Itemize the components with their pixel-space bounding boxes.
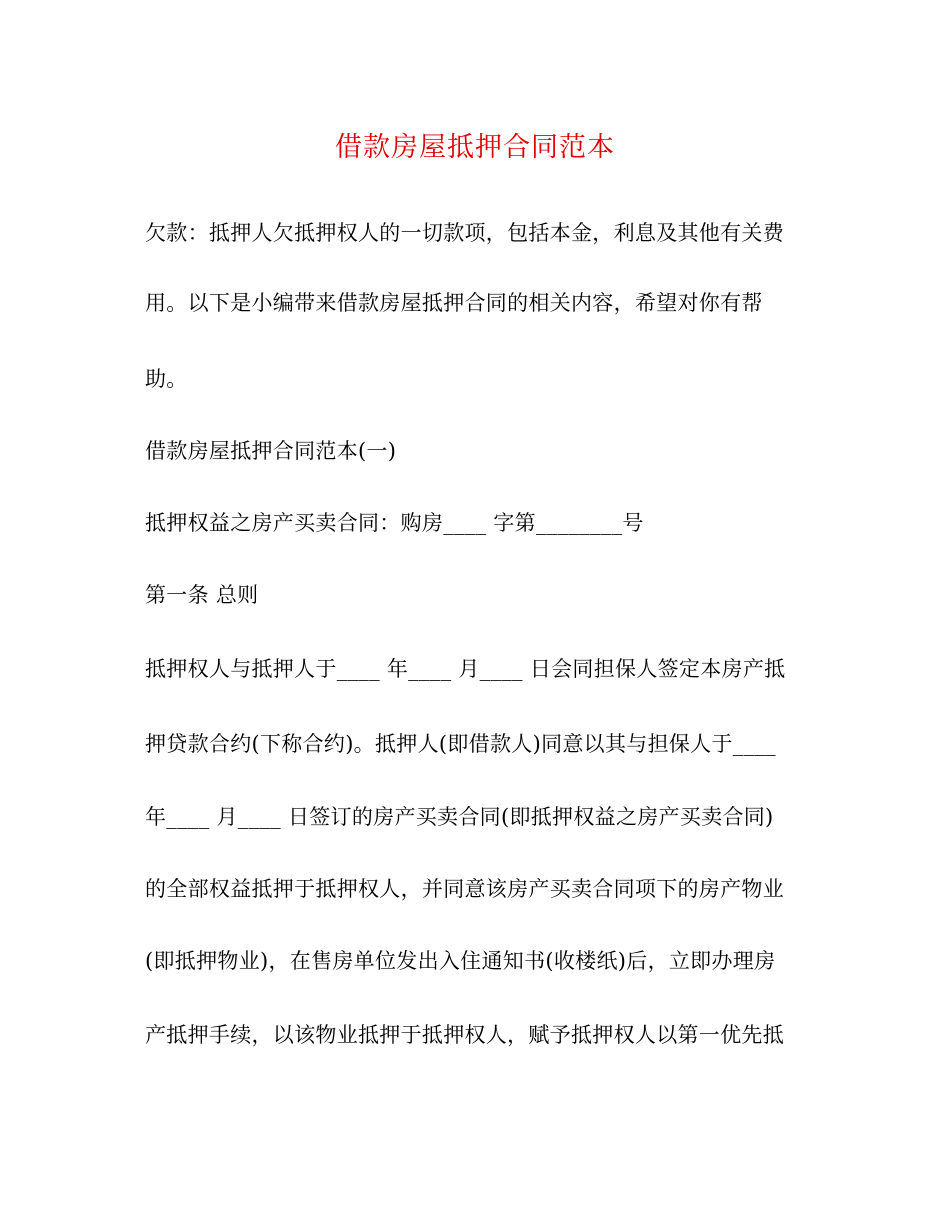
body-line: (即抵押物业)，在售房单位发出入住通知书(收楼纸)后，立即办理房 (145, 949, 776, 973)
body-line: 产抵押手续，以该物业抵押于抵押权人，赋予抵押权人以第一优先抵 (145, 1023, 784, 1047)
article-heading: 第一条 总则 (145, 583, 259, 607)
section-heading: 借款房屋抵押合同范本(一) (145, 439, 397, 463)
body-line: 的全部权益抵押于抵押权人，并同意该房产买卖合同项下的房产物业 (145, 877, 784, 901)
body-line: 欠款：抵押人欠抵押权人的一切款项，包括本金，利息及其他有关费 (145, 221, 784, 245)
document-title: 借款房屋抵押合同范本 (335, 132, 615, 163)
body-line: 抵押权人与抵押人于____ 年____ 月____ 日会同担保人签定本房产抵 (145, 657, 786, 681)
body-line: 押贷款合约(下称合约)。抵押人(即借款人)同意以其与担保人于____ (145, 732, 776, 756)
body-line: 用。以下是小编带来借款房屋抵押合同的相关内容，希望对你有帮 (145, 291, 763, 315)
body-line: 抵押权益之房产买卖合同：购房____ 字第________号 (145, 511, 644, 535)
body-line: 年____ 月____ 日签订的房产买卖合同(即抵押权益之房产买卖合同) (145, 805, 774, 829)
body-line: 助。 (145, 367, 188, 391)
